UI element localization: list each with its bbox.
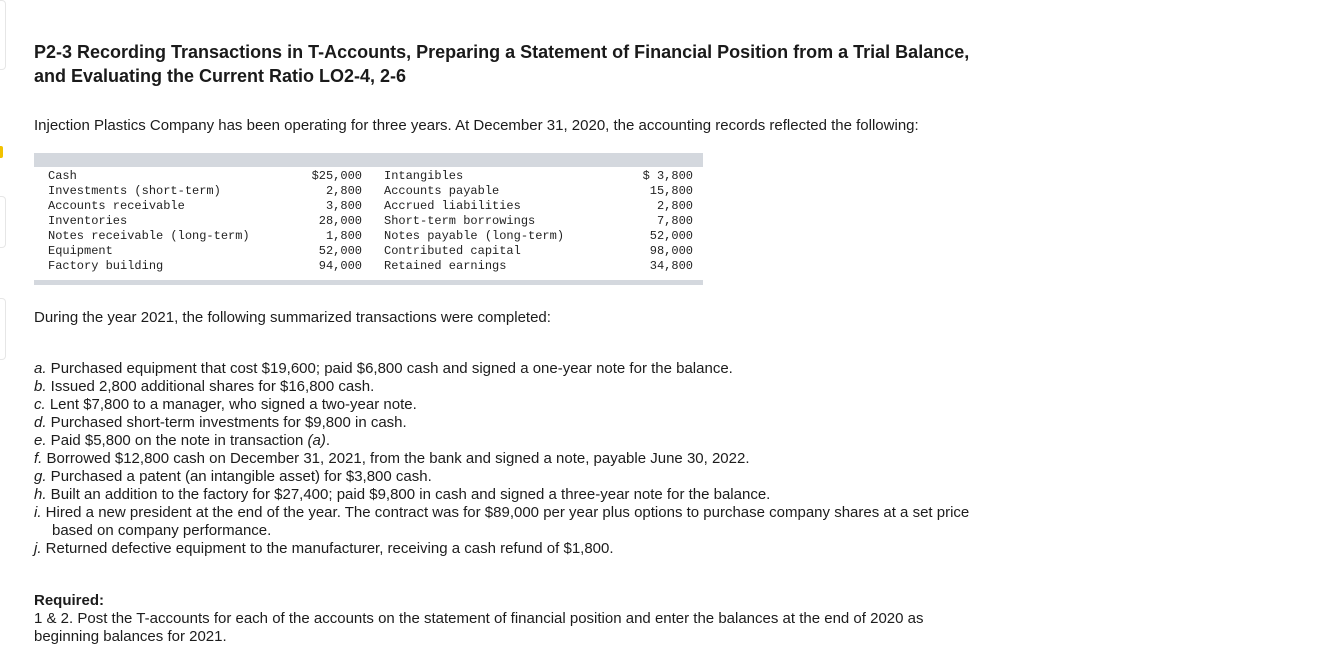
transaction-item [34, 414, 974, 432]
table-row [48, 229, 693, 244]
edge-card-top [0, 0, 6, 70]
left-account-amount: $25,000 [311, 169, 362, 183]
right-account-name: Intangibles [384, 169, 464, 183]
edge-highlight-marker [0, 146, 3, 158]
transaction-text: Lent $7,800 to a manager, who signed a two-year note. [45, 396, 417, 413]
left-account-amount: 1,800 [325, 229, 362, 243]
right-account-name: Accrued liabilities [384, 199, 521, 213]
transaction-letter: g. [34, 468, 47, 485]
problem-title: P2-3 Recording Transactions in T-Accounts, Preparing a Statement of Financial Position from a Trial Balance, and Evaluating the Current Ratio LO2-4, 2-6 [34, 42, 970, 86]
table-row [48, 214, 693, 229]
required-text: 1 & 2. Post the T-accounts for each of the accounts on the statement of financial position and enter the balances at the end of 2020 as beginning balances for 2021. [34, 610, 924, 645]
right-account-amount: 7,800 [656, 214, 693, 228]
left-account-name: Factory building [48, 259, 164, 273]
table-header-band [34, 153, 703, 167]
table-row [48, 169, 693, 184]
right-account-amount: 15,800 [649, 184, 693, 198]
right-account-amount: 52,000 [649, 229, 693, 243]
right-account-name: Retained earnings [384, 259, 507, 273]
required-label: Required: [34, 592, 105, 609]
transaction-text: Borrowed $12,800 cash on December 31, 2021, from the bank and signed a note, payable June 30, 2022. [42, 450, 750, 467]
right-account-name: Contributed capital [384, 244, 521, 258]
transaction-text: Returned defective equipment to the manufacturer, receiving a cash refund of $1,800. [41, 540, 614, 557]
transaction-letter: c. [34, 396, 46, 413]
table-row [48, 199, 693, 214]
transaction-item [34, 432, 974, 450]
table-row [48, 259, 693, 274]
transaction-item [34, 360, 974, 378]
transaction-letter: j. [34, 540, 42, 557]
left-edge-strip [0, 0, 6, 658]
left-account-amount: 28,000 [318, 214, 362, 228]
transaction-item [34, 504, 974, 540]
transaction-item [34, 396, 974, 414]
transaction-suffix: . [325, 432, 331, 449]
right-account-amount: 98,000 [649, 244, 693, 258]
table-row [48, 184, 693, 199]
transaction-reference: (a) [307, 432, 326, 449]
trial-balance-table [34, 153, 703, 285]
transaction-text: Purchased short-term investments for $9,800 in cash. [46, 414, 407, 431]
edge-card-lower [0, 298, 6, 360]
right-account-name: Accounts payable [384, 184, 500, 198]
left-account-amount: 2,800 [325, 184, 362, 198]
transaction-text: Built an addition to the factory for $27,400; paid $9,800 in cash and signed a three-year note for the balance. [46, 486, 771, 503]
transactions-list [34, 360, 974, 558]
transaction-text: Issued 2,800 additional shares for $16,800 cash. [46, 378, 375, 395]
left-account-name: Notes receivable (long-term) [48, 229, 250, 243]
right-account-name: Notes payable (long-term) [384, 229, 565, 243]
transaction-item [34, 450, 974, 468]
transaction-text: Paid $5,800 on the note in transaction [46, 432, 308, 449]
left-account-name: Accounts receivable [48, 199, 185, 213]
trial-balance-rows [48, 169, 693, 274]
left-account-name: Investments (short-term) [48, 184, 221, 198]
transaction-item [34, 540, 974, 558]
table-footer-band [34, 280, 703, 285]
left-account-amount: 3,800 [325, 199, 362, 213]
right-account-amount: $ 3,800 [642, 169, 693, 183]
transaction-letter: e. [34, 432, 47, 449]
transaction-text: Purchased equipment that cost $19,600; paid $6,800 cash and signed a one-year note for the balance. [46, 360, 733, 377]
right-account-name: Short-term borrowings [384, 214, 536, 228]
transaction-letter: f. [34, 450, 43, 467]
right-account-amount: 34,800 [649, 259, 693, 273]
transaction-item [34, 378, 974, 396]
transaction-item [34, 468, 974, 486]
transaction-letter: d. [34, 414, 47, 431]
edge-card-middle [0, 196, 6, 248]
left-account-amount: 52,000 [318, 244, 362, 258]
transaction-item [34, 486, 974, 504]
left-account-name: Equipment [48, 244, 113, 258]
left-account-name: Inventories [48, 214, 128, 228]
right-account-amount: 2,800 [656, 199, 693, 213]
left-account-amount: 94,000 [318, 259, 362, 273]
intro-text: Injection Plastics Company has been operating for three years. At December 31, 2020, the accounting records reflected the following: [34, 117, 919, 134]
table-row [48, 244, 693, 259]
transaction-text: Hired a new president at the end of the year. The contract was for $89,000 per year plus options to purchase company shares at a set price based on company performance. [41, 504, 970, 539]
left-account-name: Cash [48, 169, 77, 183]
transaction-letter: h. [34, 486, 47, 503]
transaction-letter: b. [34, 378, 47, 395]
transaction-letter: a. [34, 360, 47, 377]
transaction-letter: i. [34, 504, 42, 521]
transaction-text: Purchased a patent (an intangible asset) for $3,800 cash. [46, 468, 432, 485]
transactions-intro: During the year 2021, the following summarized transactions were completed: [34, 309, 551, 326]
